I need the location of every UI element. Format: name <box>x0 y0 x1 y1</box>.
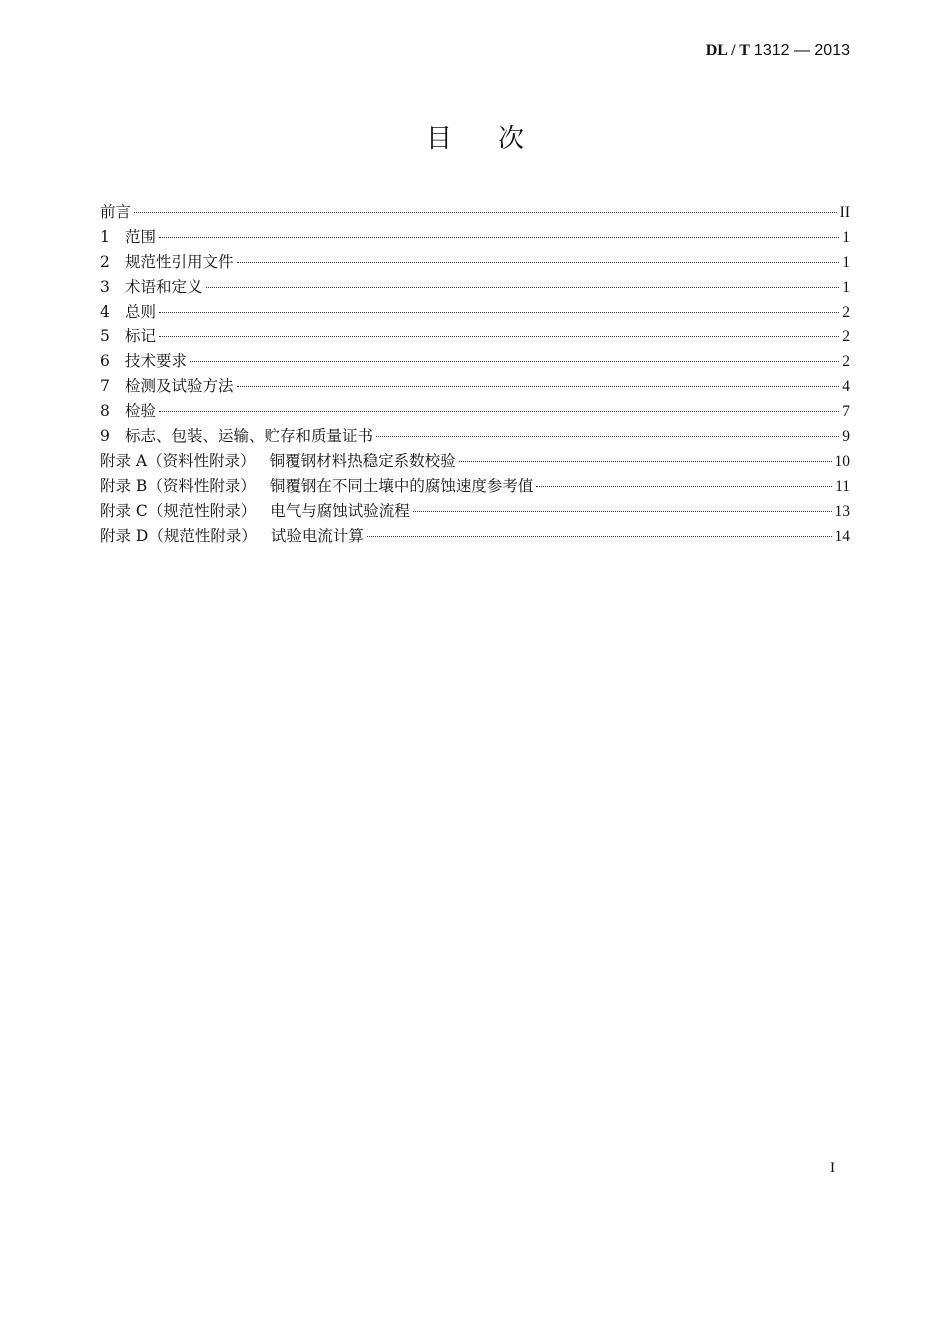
toc-entry-label <box>125 225 156 250</box>
toc-entry-label <box>100 499 410 524</box>
toc-dot-leader <box>536 486 832 487</box>
toc-dot-leader <box>159 312 839 313</box>
toc-entry[interactable] <box>100 275 850 300</box>
toc-entry-number: 2 <box>100 252 110 271</box>
toc-entry-title: 检验 <box>125 402 157 421</box>
toc-dot-leader <box>237 386 840 387</box>
toc-dot-leader <box>376 436 839 437</box>
toc-dot-leader <box>206 287 840 288</box>
toc-entry[interactable] <box>100 300 850 325</box>
toc-entry[interactable] <box>100 524 850 549</box>
toc-entry[interactable] <box>100 474 850 499</box>
toc-dot-leader <box>159 237 839 238</box>
toc-entry[interactable] <box>100 200 850 225</box>
toc-entry[interactable] <box>100 225 850 250</box>
toc-entry-page: 2 <box>842 328 850 346</box>
toc-dot-leader <box>367 536 832 537</box>
page-title-char-2: 次 <box>498 124 525 154</box>
toc-entry-title: 电气与腐蚀试验流程 <box>270 501 410 520</box>
toc-entry-page: 14 <box>834 527 850 545</box>
toc-entry-title: 范围 <box>125 227 157 246</box>
toc-entry-title: 标记 <box>125 327 157 346</box>
toc-entry-title: 标志、包装、运输、贮存和质量证书 <box>125 427 374 446</box>
toc-entry-page: 10 <box>834 452 850 470</box>
toc-entry-label <box>125 349 187 374</box>
toc-entry[interactable] <box>100 424 850 449</box>
toc-entry-label <box>125 374 234 399</box>
toc-entry[interactable] <box>100 374 850 399</box>
toc-entry-title: 技术要求 <box>125 352 188 371</box>
toc-entry-page: II <box>839 204 850 221</box>
toc-entry-title: 总则 <box>125 302 157 321</box>
toc-entry-page: 1 <box>842 253 850 271</box>
toc-entry-page: 1 <box>842 228 850 246</box>
toc-dot-leader <box>459 461 832 462</box>
toc-entry-label <box>100 524 364 549</box>
toc-entry-label <box>125 275 203 300</box>
toc-entry-label <box>100 474 533 499</box>
toc-entry-label <box>125 424 373 449</box>
toc-entry-page: 13 <box>834 502 850 520</box>
toc-entry[interactable] <box>100 499 850 524</box>
toc-entry[interactable] <box>100 349 850 374</box>
toc-entry-number: 4 <box>100 302 110 321</box>
page-number: I <box>830 1160 835 1176</box>
toc-entry-page: 7 <box>842 403 850 421</box>
toc-entry-title: 规范性引用文件 <box>125 252 234 271</box>
toc-entry[interactable] <box>100 449 850 474</box>
table-of-contents <box>100 200 850 548</box>
toc-entry-label <box>125 324 156 349</box>
toc-entry-label <box>125 300 156 325</box>
page-title-char-1: 目 <box>425 124 452 154</box>
toc-entry-number: 5 <box>100 327 110 346</box>
toc-entry-page: 4 <box>842 378 850 396</box>
toc-entry-page: 2 <box>842 353 850 371</box>
toc-entry[interactable] <box>100 250 850 275</box>
toc-entry-label <box>100 200 131 225</box>
toc-appendix-tag: 附录 B（资料性附录） <box>100 476 256 495</box>
standard-code-prefix: DL / T <box>705 42 750 59</box>
toc-entry-page: 9 <box>842 428 850 446</box>
toc-entry-label <box>125 250 234 275</box>
toc-entry-label <box>100 449 456 474</box>
toc-appendix-tag: 附录 A（资料性附录） <box>100 451 256 470</box>
toc-entry-title: 术语和定义 <box>125 277 203 296</box>
toc-dot-leader <box>237 262 840 263</box>
toc-dot-leader <box>159 336 839 337</box>
toc-entry-number: 1 <box>100 227 110 246</box>
toc-appendix-tag: 附录 D（规范性附录） <box>100 526 257 545</box>
toc-entry-number: 7 <box>100 377 110 396</box>
toc-dot-leader <box>413 511 832 512</box>
toc-entry-title: 检测及试验方法 <box>125 377 234 396</box>
toc-entry[interactable] <box>100 399 850 424</box>
toc-entry-number: 9 <box>100 427 110 446</box>
toc-entry-page: 2 <box>842 303 850 321</box>
toc-entry-title: 前言 <box>100 203 132 221</box>
toc-entry-title: 铜覆钢在不同土壤中的腐蚀速度参考值 <box>269 476 534 495</box>
toc-entry-number: 8 <box>100 402 110 421</box>
toc-entry-label <box>125 399 156 424</box>
toc-dot-leader <box>190 361 839 362</box>
toc-dot-leader <box>159 411 839 412</box>
toc-entry-number: 6 <box>100 352 110 371</box>
toc-dot-leader <box>134 212 837 213</box>
standard-code-number: 1312 — 2013 <box>753 42 850 59</box>
toc-entry[interactable] <box>100 324 850 349</box>
toc-entry-title: 铜覆钢材料热稳定系数校验 <box>269 451 456 470</box>
toc-entry-title: 试验电流计算 <box>270 526 364 545</box>
standard-code <box>706 42 850 60</box>
toc-appendix-tag: 附录 C（规范性附录） <box>100 501 257 520</box>
page-title <box>0 118 950 155</box>
toc-entry-number: 3 <box>100 277 110 296</box>
toc-entry-page: 11 <box>835 477 850 495</box>
toc-entry-page: 1 <box>842 278 850 296</box>
